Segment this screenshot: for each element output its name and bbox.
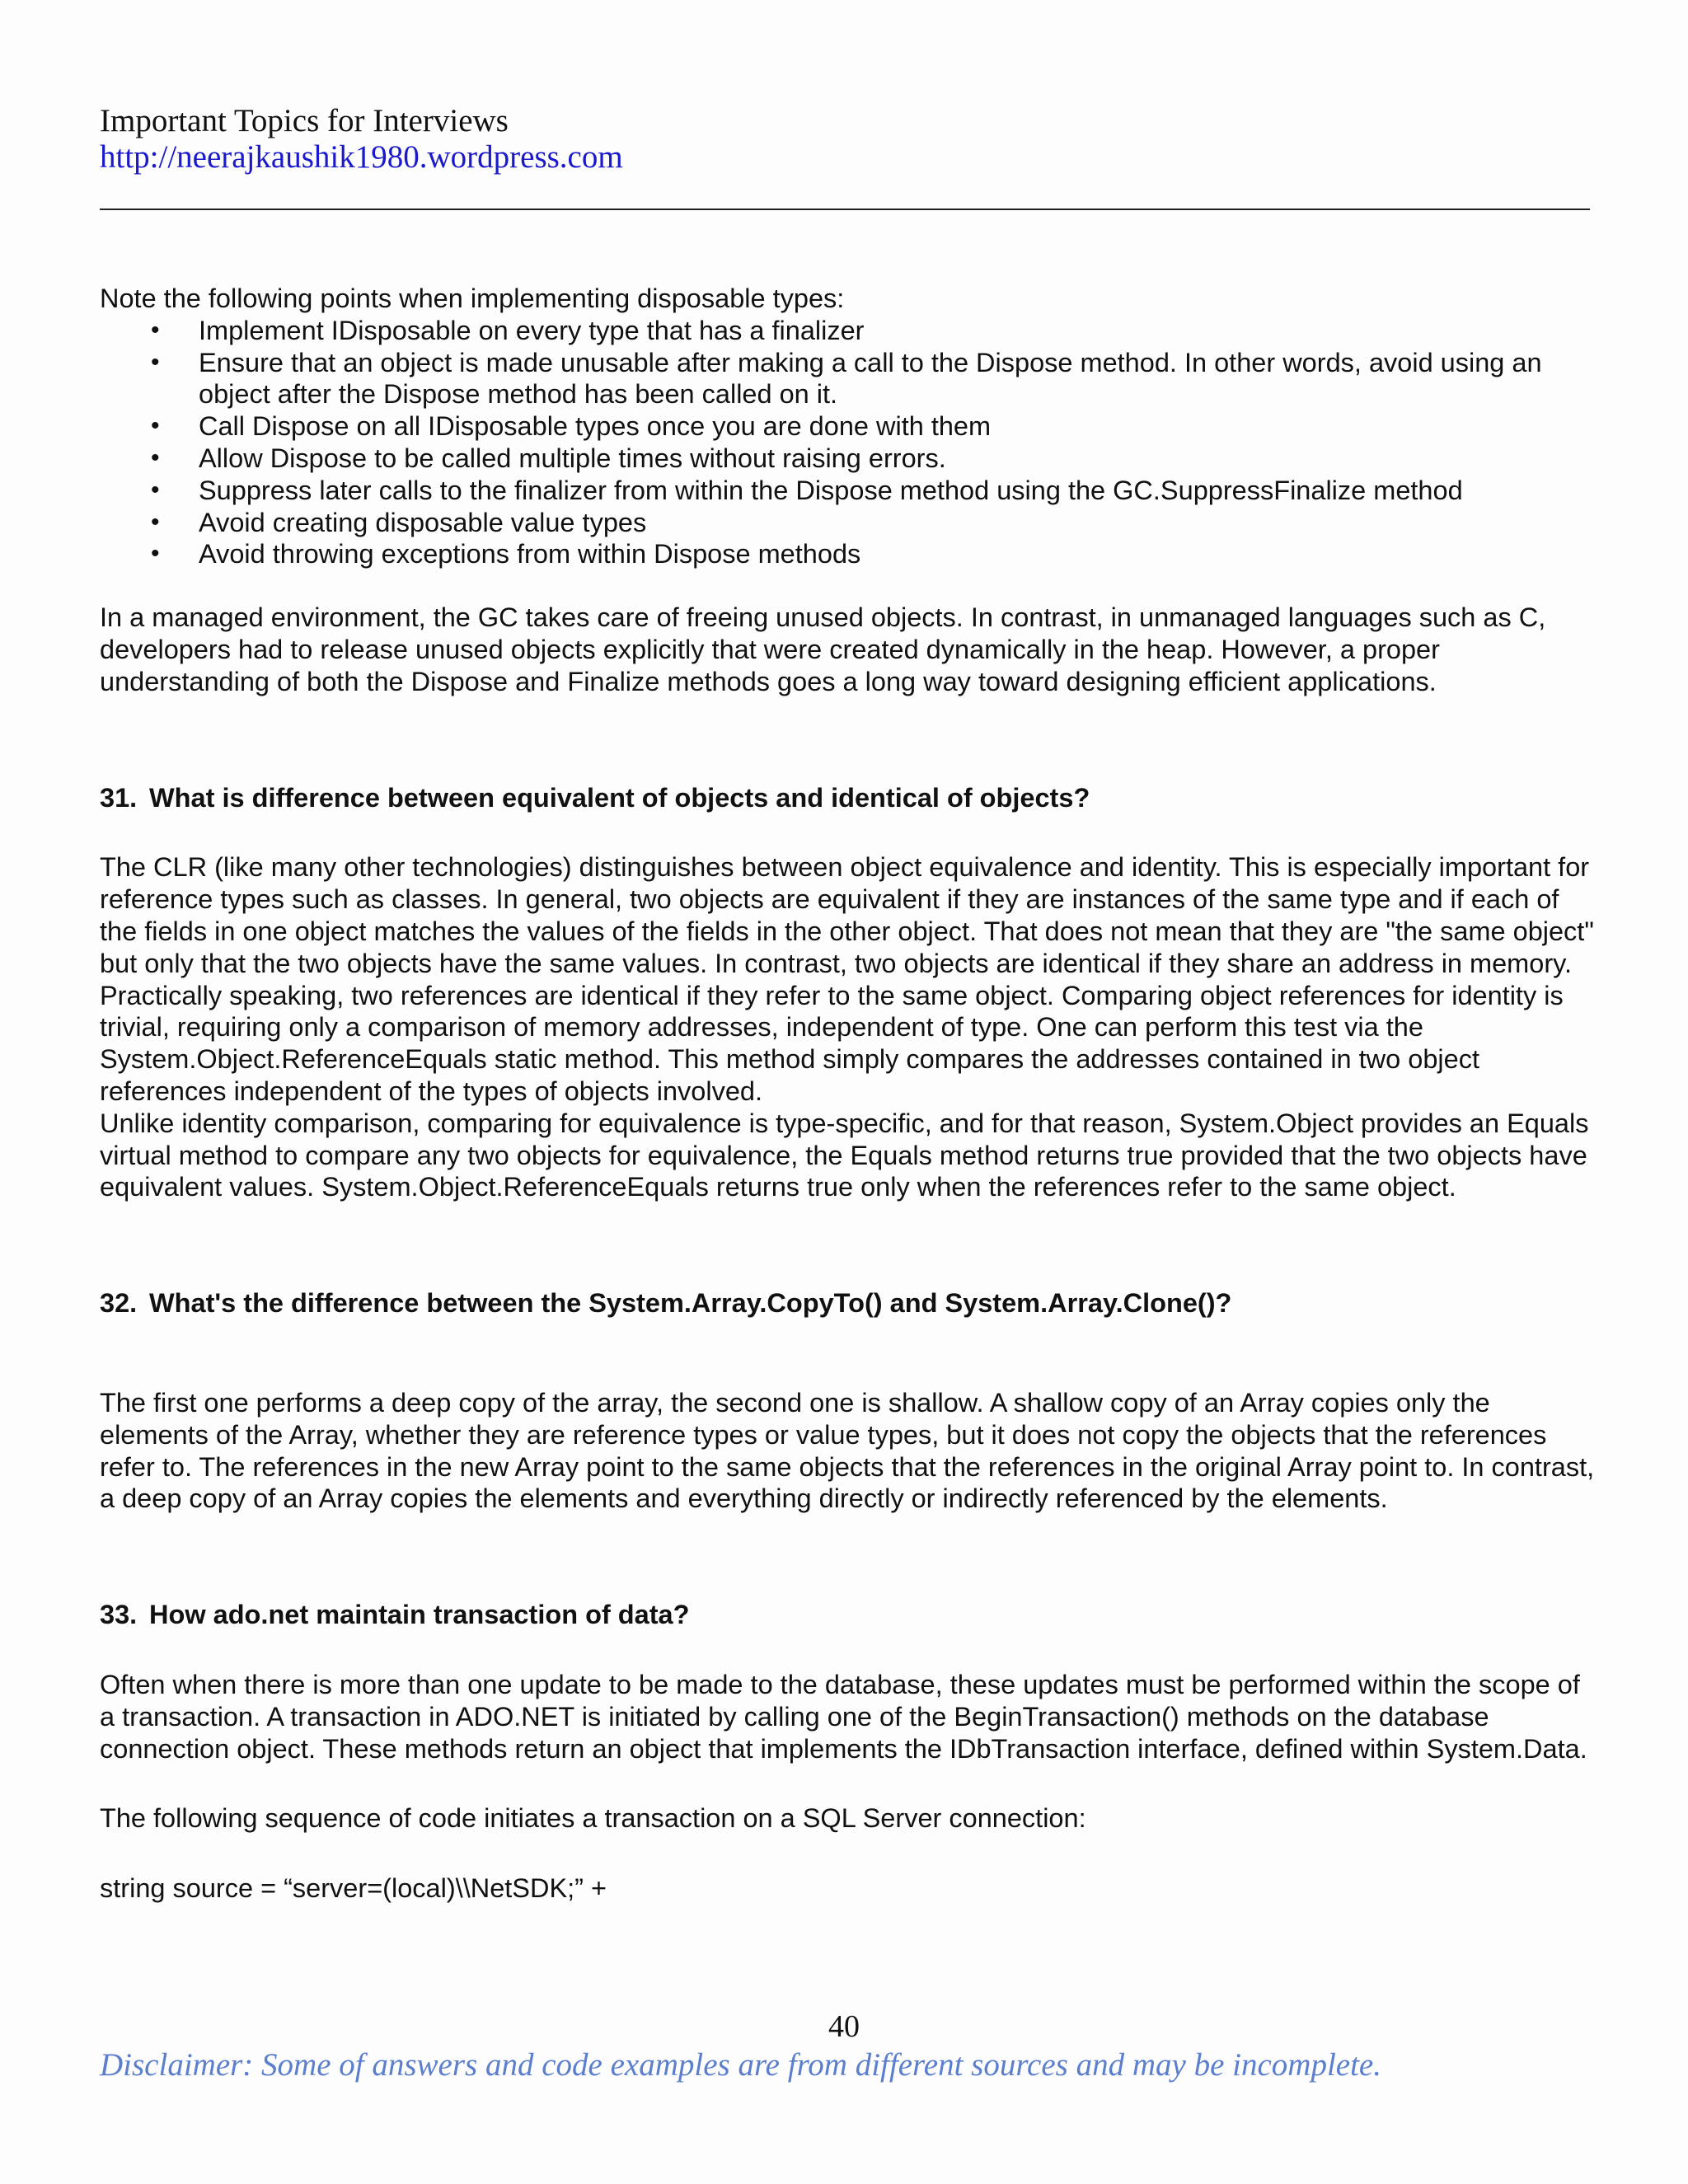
list-item-text: Avoid throwing exceptions from within Dispose methods (199, 539, 861, 569)
question-text: How ado.net maintain transaction of data? (149, 1600, 690, 1630)
page-content (100, 283, 1596, 1905)
question-number: 33. (100, 1600, 138, 1630)
list-item-text: Suppress later calls to the finalizer from within the Dispose method using the GC.SuppressFinalize method (199, 475, 1463, 505)
disclaimer-text: Disclaimer: Some of answers and code examples are from different sources and may be incomplete. (100, 2047, 1381, 2083)
list-item (100, 538, 1596, 570)
bullet-icon: • (151, 508, 160, 536)
list-item (100, 443, 1596, 475)
code-line: string source = “server=(local)\\NetSDK;” + (100, 1873, 607, 1904)
list-item (100, 347, 1596, 411)
question-number: 31. (100, 782, 138, 813)
list-item (100, 475, 1596, 507)
disposable-points-list (100, 315, 1596, 570)
managed-environment-paragraph: In a managed environment, the GC takes care of freeing unused objects. In contrast, in unmanaged languages such as C, developers had to release unused objects explicitly that were created dynamically in the heap. However, a proper understanding of both the Dispose and Finalize methods goes a long way toward designing efficient applications. (100, 602, 1546, 696)
intro-text: Note the following points when implementing disposable types: (100, 284, 845, 313)
question-text: What's the difference between the System.Array.CopyTo() and System.Array.Clone()? (149, 1288, 1232, 1319)
question-33-heading (100, 1599, 1596, 1631)
page-number: 40 (828, 2009, 860, 2044)
list-item (100, 315, 1596, 347)
answer-31-paragraph-2: Unlike identity comparison, comparing for equivalence is type-specific, and for that reason, System.Object provides an Equals virtual method to compare any two objects for equivalence, the Equals method returns true provided that the two objects have equivalent values. System.Object.ReferenceEquals returns true only when the references refer to the same object. (100, 1108, 1589, 1202)
list-item-text: Implement IDisposable on every type that has a finalizer (199, 315, 865, 345)
bullet-icon: • (151, 476, 160, 504)
question-text: What is difference between equivalent of objects and identical of objects? (149, 782, 1090, 813)
list-item-text: Avoid creating disposable value types (199, 507, 647, 537)
list-item-text: Ensure that an object is made unusable after making a call to the Dispose method. In other words, avoid using an object after the Dispose method has been called on it. (199, 347, 1542, 410)
bullet-icon: • (151, 443, 160, 471)
bullet-icon: • (151, 412, 160, 440)
list-item-text: Call Dispose on all IDisposable types once you are done with them (199, 411, 992, 442)
question-number: 32. (100, 1288, 138, 1319)
bullet-icon: • (151, 316, 160, 344)
list-item (100, 507, 1596, 539)
question-32-heading (100, 1287, 1596, 1319)
answer-31-paragraph-1: The CLR (like many other technologies) distinguishes between object equivalence and identity. This is especially important for reference types such as classes. In general, two objects are equivalent if they are instances of the same type and if each of the fields in one object matches the values of the fields in the other object. That does not mean that they are "the same object" but only that the two objects have the same values. In contrast, two objects are identical if they share an address in memory. Practically speaking, two references are identical if they refer to the same object. Comparing object references for identity is trivial, requiring only a comparison of memory addresses, independent of type. One can perform this test via the System.Object.ReferenceEquals static method. This method simply compares the addresses contained in two object references independent of the types of objects involved. (100, 852, 1594, 1106)
header-divider (100, 209, 1590, 210)
question-31-heading (100, 782, 1596, 814)
bullet-icon: • (151, 348, 160, 376)
list-item-text: Allow Dispose to be called multiple times without raising errors. (199, 443, 946, 473)
header-title: Important Topics for Interviews (100, 103, 509, 138)
header-url-link[interactable]: http://neerajkaushik1980.wordpress.com (100, 139, 623, 175)
answer-33-paragraph-1: Often when there is more than one update to be made to the database, these updates must be performed within the scope of a transaction. A transaction in ADO.NET is initiated by calling one of the BeginTransaction() methods on the database connection object. These methods return an object that implements the IDbTransaction interface, defined within System.Data. (100, 1669, 1587, 1764)
answer-33-paragraph-2: The following sequence of code initiates a transaction on a SQL Server connection: (100, 1803, 1086, 1834)
list-item (100, 410, 1596, 443)
bullet-icon: • (151, 540, 160, 568)
answer-32-paragraph: The first one performs a deep copy of the array, the second one is shallow. A shallow copy of an Array copies only the elements of the Array, whether they are reference types or value types, but it does not copy the objects that the references refer to. The references in the new Array point to the same objects that the references in the original Array point to. In contrast, a deep copy of an Array copies the elements and everything directly or indirectly referenced by the elements. (100, 1387, 1595, 1514)
